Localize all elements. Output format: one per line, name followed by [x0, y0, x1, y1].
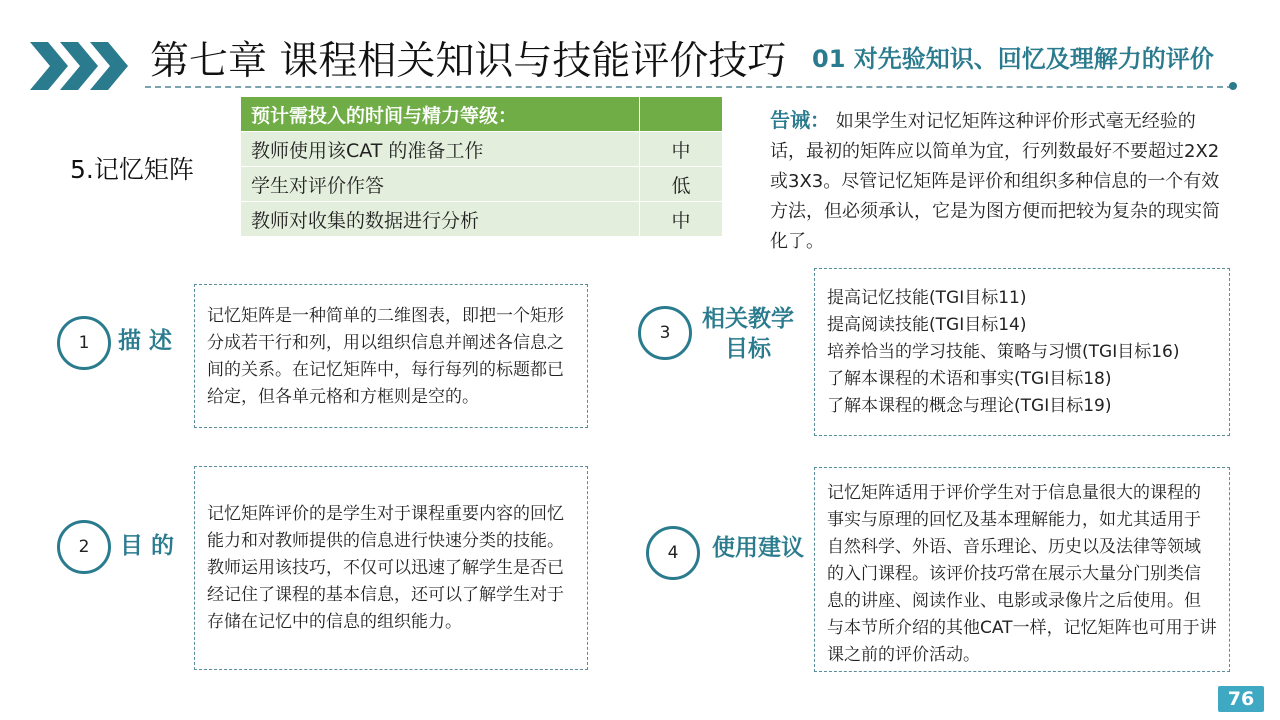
- header-divider-dot: [1229, 82, 1237, 90]
- effort-level-cell: 低: [640, 167, 723, 202]
- goals-label-line1: 相关教学: [702, 306, 794, 332]
- warning-note: [770, 105, 1230, 257]
- goals-list: [827, 285, 1217, 420]
- effort-task-cell: 教师对收集的数据进行分析: [241, 202, 640, 237]
- effort-table-header-cell: 预计需投入的时间与精力等级：: [241, 97, 640, 132]
- section-number-circle: 3: [638, 306, 692, 360]
- section-number-circle: 4: [646, 526, 700, 580]
- section-label-goals: [702, 304, 794, 364]
- warning-text: 如果学生对记忆矩阵这种评价形式毫无经验的话，最初的矩阵应以简单为宜，行列数最好不要超过2X2或3X3。尽管记忆矩阵是评价和组织多种信息的一个有效方法，但必须承认，它是为图方便而把较为复杂的现实简化了。: [770, 111, 1220, 252]
- effort-table: [240, 96, 723, 237]
- table-row: [241, 167, 723, 202]
- section-label-usage: 使用建议: [712, 535, 804, 561]
- usage-box: [814, 467, 1230, 672]
- effort-level-cell: 中: [640, 202, 723, 237]
- section-subtitle: 01 对先验知识、回忆及理解力的评价: [812, 45, 1214, 73]
- purpose-text: 记忆矩阵评价的是学生对于课程重要内容的回忆能力和对教师提供的信息进行快速分类的技能。教师运用该技巧，不仅可以迅速了解学生是否已经记住了课程的基本信息，还可以了解学生对于存储在记忆中的信息的组织能力。: [207, 504, 564, 632]
- table-row: [241, 132, 723, 167]
- section-number-circle: 1: [57, 316, 111, 370]
- triple-chevron-icon: [30, 42, 130, 90]
- list-item: 提高记忆技能(TGI目标11): [827, 288, 1027, 308]
- goals-label-line2: 目标: [725, 336, 771, 362]
- header-divider: [145, 86, 1233, 88]
- effort-task-cell: 教师使用该CAT 的准备工作: [241, 132, 640, 167]
- list-item: 培养恰当的学习技能、策略与习惯(TGI目标16): [827, 342, 1180, 362]
- page-title: 第七章 课程相关知识与技能评价技巧: [150, 39, 787, 84]
- purpose-box: [194, 466, 588, 670]
- table-row: [241, 202, 723, 237]
- describe-text: 记忆矩阵是一种简单的二维图表，即把一个矩形分成若干行和列，用以组织信息并阐述各信息之间的关系。在记忆矩阵中，每行每列的标题都已给定，但各单元格和方框则是空的。: [207, 306, 564, 407]
- effort-table-header-value: [640, 97, 723, 132]
- list-item: 提高阅读技能(TGI目标14): [827, 315, 1027, 335]
- effort-level-cell: 中: [640, 132, 723, 167]
- usage-text: 记忆矩阵适用于评价学生对于信息量很大的课程的事实与原理的回忆及基本理解能力，如尤其适用于自然科学、外语、音乐理论、历史以及法律等领域的入门课程。该评价技巧常在展示大量分门别类信息的讲座、阅读作业、电影或录像片之后使用。但与本节所介绍的其他CAT一样，记忆矩阵也可用于讲课之前的评价活动。: [827, 483, 1217, 665]
- list-item: 了解本课程的术语和事实(TGI目标18): [827, 369, 1112, 389]
- effort-task-cell: 学生对评价作答: [241, 167, 640, 202]
- page-number-badge: 76: [1218, 686, 1264, 712]
- section-number-circle: 2: [57, 520, 111, 574]
- describe-box: [194, 284, 588, 428]
- effort-table-header: [241, 97, 723, 132]
- list-item: 了解本课程的概念与理论(TGI目标19): [827, 396, 1112, 416]
- technique-label: 5.记忆矩阵: [70, 155, 194, 184]
- warning-lead: 告诫：: [770, 108, 830, 132]
- goals-box: [814, 268, 1230, 436]
- section-label-purpose: 目 的: [120, 533, 175, 559]
- section-label-describe: 描 述: [118, 328, 173, 354]
